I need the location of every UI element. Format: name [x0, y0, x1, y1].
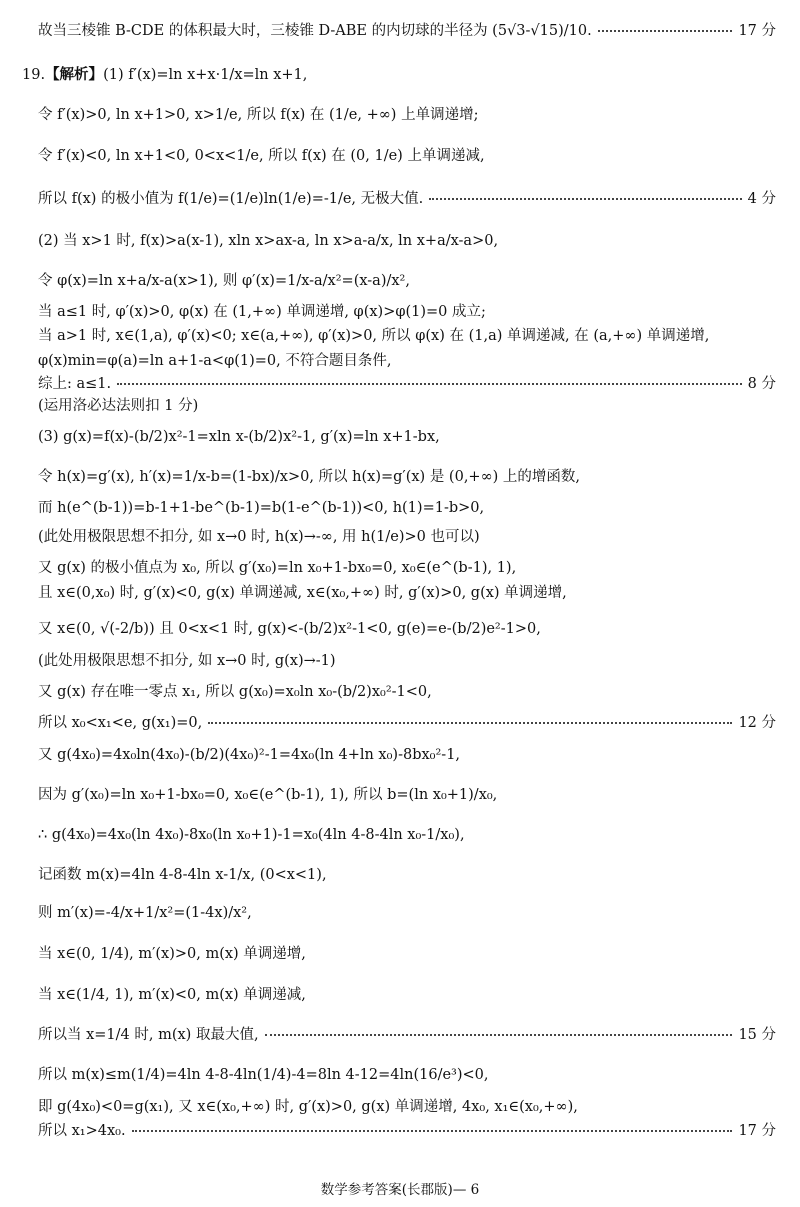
score-points: 17 分 — [738, 23, 776, 39]
line-text: 当 x∈(1/4, 1), m′(x)<0, m(x) 单调递减, — [38, 987, 306, 1003]
line-text: 又 g(x) 的极小值点为 x₀, 所以 g′(x₀)=ln x₀+1-bx₀=0, x₀∈(e^(b-1), 1), — [38, 560, 517, 576]
line-text: 而 h(e^(b-1))=b-1+1-be^(b-1)=b(1-e^(b-1))<0, h(1)=1-b>0, — [38, 500, 485, 516]
line-text: 综上: a≤1. — [38, 376, 112, 392]
solution-line — [38, 683, 776, 701]
score-points: 17 分 — [738, 1123, 776, 1139]
line-text: 所以当 x=1/4 时, m(x) 取最大值, — [38, 1027, 259, 1043]
solution-line — [38, 352, 776, 370]
solution-line — [38, 397, 776, 415]
line-text: 当 a≤1 时, φ′(x)>0, φ(x) 在 (1,+∞) 单调递增, φ(x)>φ(1)=0 成立; — [38, 304, 486, 320]
solution-line — [38, 786, 776, 804]
solution-line — [38, 22, 776, 40]
solution-line — [38, 528, 776, 546]
solution-line — [38, 986, 776, 1004]
solution-line — [38, 232, 776, 250]
solution-line — [38, 499, 776, 517]
line-text: 所以 x₁>4x₀. — [38, 1123, 126, 1139]
solution-line — [22, 66, 776, 84]
solution-line — [38, 904, 776, 922]
solution-line — [38, 272, 776, 290]
solution-line — [38, 303, 776, 321]
line-text: 令 h(x)=g′(x), h′(x)=1/x-b=(1-bx)/x>0, 所以 h(x)=g′(x) 是 (0,+∞) 上的增函数, — [38, 469, 581, 485]
solution-line — [38, 468, 776, 486]
solution-line — [38, 1098, 776, 1116]
dotted-leader — [117, 383, 742, 385]
analysis-tag: 【解析】 — [45, 66, 104, 83]
line-text: (运用洛必达法则扣 1 分) — [38, 398, 199, 414]
dotted-leader — [132, 1130, 733, 1132]
score-points: 8 分 — [747, 376, 776, 392]
solution-line — [38, 826, 776, 844]
line-text: 当 a>1 时, x∈(1,a), φ′(x)<0; x∈(a,+∞), φ′(x)>0, 所以 φ(x) 在 (1,a) 单调递减, 在 (a,+∞) 单调递增, — [38, 328, 710, 344]
line-text: (此处用极限思想不扣分, 如 x→0 时, g(x)→-1) — [38, 653, 336, 669]
line-text: φ(x)min=φ(a)=ln a+1-a<φ(1)=0, 不符合题目条件, — [38, 353, 392, 369]
line-text: 令 φ(x)=ln x+a/x-a(x>1), 则 φ′(x)=1/x-a/x²=(x-a)/x², — [38, 273, 410, 289]
solution-line — [38, 620, 776, 638]
solution-line — [38, 147, 776, 165]
page-footer: 数学参考答案(长郡版)— 6 — [320, 1182, 480, 1198]
line-text: 令 f′(x)>0, ln x+1>0, x>1/e, 所以 f(x) 在 (1/e, +∞) 上单调递增; — [38, 107, 479, 123]
line-text: 令 f′(x)<0, ln x+1<0, 0<x<1/e, 所以 f(x) 在 (0, 1/e) 上单调递减, — [38, 148, 485, 164]
solution-line — [38, 652, 776, 670]
line-text: 故当三棱锥 B-CDE 的体积最大时，三棱锥 D-ABE 的内切球的半径为 (5√3-√15)/10. — [38, 23, 592, 39]
line-text: 则 m′(x)=-4/x+1/x²=(1-4x)/x², — [38, 905, 252, 921]
solution-line — [38, 1066, 776, 1084]
solution-line — [38, 375, 776, 393]
solution-line — [38, 428, 776, 446]
solution-line — [38, 190, 776, 208]
solution-line — [38, 559, 776, 577]
solution-line — [38, 746, 776, 764]
line-text: 记函数 m(x)=4ln 4-8-4ln x-1/x, (0<x<1), — [38, 867, 327, 883]
line-text: 又 g(x) 存在唯一零点 x₁, 所以 g(x₀)=x₀ln x₀-(b/2)x₀²-1<0, — [38, 684, 432, 700]
line-text: 又 g(4x₀)=4x₀ln(4x₀)-(b/2)(4x₀)²-1=4x₀(ln 4+ln x₀)-8bx₀²-1, — [38, 747, 461, 763]
line-text: 所以 f(x) 的极小值为 f(1/e)=(1/e)ln(1/e)=-1/e, 无极大值. — [38, 191, 424, 207]
solution-line — [38, 106, 776, 124]
dotted-leader — [598, 30, 733, 32]
line-text: 又 x∈(0, √(-2/b)) 且 0<x<1 时, g(x)<-(b/2)x²-1<0, g(e)=e-(b/2)e²-1>0, — [38, 621, 541, 637]
line-text: 即 g(4x₀)<0=g(x₁), 又 x∈(x₀,+∞) 时, g′(x)>0, g(x) 单调递增, 4x₀, x₁∈(x₀,+∞), — [38, 1099, 578, 1115]
solution-line — [38, 945, 776, 963]
line-text: ∴ g(4x₀)=4x₀(ln 4x₀)-8x₀(ln x₀+1)-1=x₀(4ln 4-8-4ln x₀-1/x₀), — [38, 827, 465, 843]
score-points: 12 分 — [738, 715, 776, 731]
line-text: 当 x∈(0, 1/4), m′(x)>0, m(x) 单调递增, — [38, 946, 306, 962]
line-text: 且 x∈(0,x₀) 时, g′(x)<0, g(x) 单调递减, x∈(x₀,+∞) 时, g′(x)>0, g(x) 单调递增, — [38, 585, 567, 601]
line-text: (3) g(x)=f(x)-(b/2)x²-1=xln x-(b/2)x²-1, g′(x)=ln x+1-bx, — [38, 429, 440, 445]
solution-line — [38, 1026, 776, 1044]
line-text: 所以 x₀<x₁<e, g(x₁)=0, — [38, 715, 203, 731]
dotted-leader — [208, 722, 732, 724]
solution-line — [38, 327, 776, 345]
line-text: (此处用极限思想不扣分, 如 x→0 时, h(x)→-∞, 用 h(1/e)>0 也可以) — [38, 529, 480, 545]
score-points: 4 分 — [747, 191, 776, 207]
solution-line — [38, 714, 776, 732]
score-points: 15 分 — [738, 1027, 776, 1043]
dotted-leader — [265, 1034, 733, 1036]
line-text: 所以 m(x)≤m(1/4)=4ln 4-8-4ln(1/4)-4=8ln 4-12=4ln(16/e³)<0, — [38, 1067, 489, 1083]
line-text: 因为 g′(x₀)=ln x₀+1-bx₀=0, x₀∈(e^(b-1), 1), 所以 b=(ln x₀+1)/x₀, — [38, 787, 498, 803]
dotted-leader — [429, 198, 741, 200]
solution-line — [38, 866, 776, 884]
problem-number: 19. — [22, 67, 46, 83]
line-text: (1) f′(x)=ln x+x·1/x=ln x+1, — [103, 67, 308, 83]
solution-line — [38, 1122, 776, 1140]
line-text: (2) 当 x>1 时, f(x)>a(x-1), xln x>ax-a, ln x>a-a/x, ln x+a/x-a>0, — [38, 233, 499, 249]
solution-line — [38, 584, 776, 602]
